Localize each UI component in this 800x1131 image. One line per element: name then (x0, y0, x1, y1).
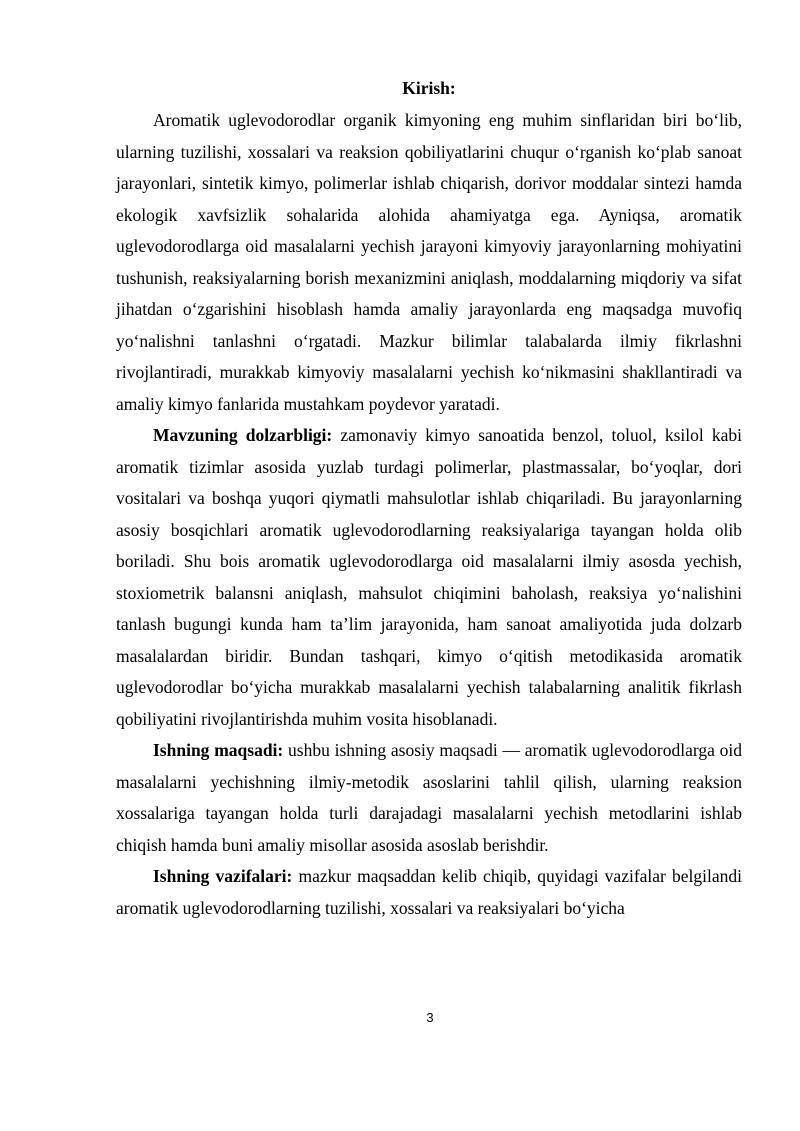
paragraph-lead: Ishning maqsadi: (153, 740, 284, 760)
paragraph-lead: Mavzuning dolzarbligi: (153, 425, 333, 445)
section-title: Kirish: (402, 78, 456, 98)
paragraph-text: mazkur maqsaddan kelib chiqib, quyidagi vazifalar belgilandi aromatik uglevodorodlarning tuzilishi, xossalari va reaksiyalari bo‘yicha (116, 866, 742, 918)
document-page (116, 74, 742, 924)
paragraph-text: zamonaviy kimyo sanoatida benzol, toluol, ksilol kabi aromatik tizimlar asosida yuzlab turdagi polimerlar, plastmassalar, bo‘yoqlar, dori vositalari va boshqa yuqori qiymatli mahsulotlar ishlab chiqariladi. Bu jarayonlarning asosiy bosqichlari aromatik uglevodorodlarning reaksiyalariga tayangan holda olib boriladi. Shu bois aromatik uglevodorodlarga oid masalalarni ilmiy asosda yechish, stoxiometrik balansni aniqlash, mahsulot chiqimini baholash, reaksiya yo‘nalishini tanlash bugungi kunda ham ta’lim jarayonida, ham sanoat amaliyotida juda dolzarb masalalardan biridir. Bundan tashqari, kimyo o‘qitish metodikasida aromatik uglevodorodlar bo‘yicha murakkab masalalarni yechish talabalarning analitik fikrlash qobiliyatini rivojlantirishda muhim vosita hisoblanadi. (116, 425, 742, 729)
paragraph-tasks (116, 861, 742, 924)
paragraph-goal (116, 735, 742, 861)
page-number: 3 (426, 1010, 434, 1025)
paragraph-text: ushbu ishning asosiy maqsadi — aromatik uglevodorodlarga oid masalalarni yechishning ilmiy-metodik asoslarini tahlil qilish, ularning reaksion xossalariga tayangan holda turli darajadagi masalalarni yechish metodlarini ishlab chiqish hamda buni amaliy misollar asosida asoslab berishdir. (116, 740, 742, 855)
paragraph-relevance (116, 420, 742, 735)
paragraph-introduction (116, 105, 742, 420)
paragraph-lead: Ishning vazifalari: (153, 866, 293, 886)
paragraph-text: Aromatik uglevodorodlar organik kimyoning eng muhim sinflaridan biri bo‘lib, ularning tuzilishi, xossalari va reaksion qobiliyatlarini chuqur o‘rganish ko‘plab sanoat jarayonlari, sintetik kimyo, polimerlar ishlab chiqarish, dorivor moddalar sintezi hamda ekologik xavfsizlik sohalarida alohida ahamiyatga ega. Ayniqsa, aromatik uglevodorodlarga oid masalalarni yechish jarayoni kimyoviy jarayonlarning mohiyatini tushunish, reaksiyalarning borish mexanizmini aniqlash, moddalarning miqdoriy va sifat jihatdan o‘zgarishini hisoblash hamda amaliy jarayonlarda eng maqsadga muvofiq yo‘nalishni tanlashni o‘rgatadi. Mazkur bilimlar talabalarda ilmiy fikrlashni rivojlantiradi, murakkab kimyoviy masalalarni yechish ko‘nikmasini shakllantiradi va amaliy kimyo fanlarida mustahkam poydevor yaratadi. (116, 110, 742, 414)
